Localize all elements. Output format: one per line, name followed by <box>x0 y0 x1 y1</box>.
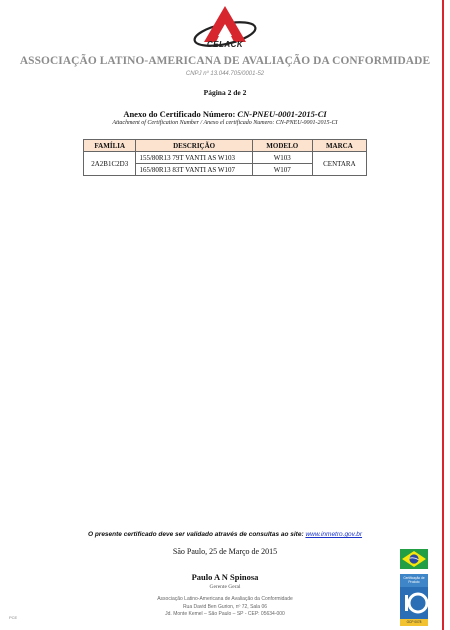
brand-name: CELACK <box>206 40 244 49</box>
badge-bottom-label: OCP 0078 <box>400 619 428 626</box>
inmetro-certification-badge <box>400 574 428 626</box>
header-familia: FAMÍLIA <box>84 140 136 152</box>
annex-title-prefix: Anexo do Certificado Número: <box>123 109 238 119</box>
annex-title <box>0 109 450 119</box>
badge-top-label: Certificação de Produto <box>400 574 428 587</box>
marca-cell: CENTARA <box>312 152 366 176</box>
table-header-row <box>84 140 367 152</box>
version-code: PCE <box>9 615 18 620</box>
table-row <box>84 152 367 164</box>
page-number: Página 2 de 2 <box>203 88 247 97</box>
brazil-flag-icon <box>400 549 428 569</box>
cnpj-number: CNPJ nº 13.044.705/0001-52 <box>185 71 265 77</box>
certificate-number: CN-PNEU-0001-2015-CI <box>237 109 327 119</box>
inmetro-link[interactable]: www.inmetro.gov.br <box>305 531 363 538</box>
address-line: Rua David Ben Gurion, nº 72, Sala 06 <box>182 603 268 610</box>
inmetro-symbol-icon <box>400 587 428 619</box>
address-block <box>0 596 450 619</box>
descricao-cell: 155/80R13 79T VANTI AS W103 <box>136 152 252 164</box>
signer-role: Gerente Geral <box>209 584 241 590</box>
familia-cell: 2A2B1C2D3 <box>84 152 136 176</box>
issue-date: São Paulo, 25 de Março de 2015 <box>172 547 278 556</box>
header-modelo: MODELO <box>252 140 312 152</box>
validation-text: O presente certificado deve ser validado através de consultas ao site: <box>87 531 306 538</box>
descricao-cell: 165/80R13 83T VANTI AS W107 <box>136 164 252 176</box>
address-line: Jd. Monte Kemel – São Paulo – SP - CEP: 05634-000 <box>165 611 285 617</box>
organization-name: ASSOCIAÇÃO LATINO-AMERICANA DE AVALIAÇÃO DA CONFORMIDADE <box>19 55 431 67</box>
product-table <box>83 139 367 176</box>
modelo-cell: W107 <box>252 164 312 176</box>
annex-subtitle: Attachment of Certification Number / Anexo el certificado Numero: CN-PNEU-0001-2015-CI <box>112 120 338 126</box>
modelo-cell: W103 <box>252 152 312 164</box>
address-line: Associação Latino-Americana de Avaliação da Conformidade <box>157 596 293 602</box>
signer-name: Paulo A N Spinosa <box>191 572 259 582</box>
header-descricao: DESCRIÇÃO <box>136 140 252 152</box>
validation-note <box>0 531 450 538</box>
header-marca: MARCA <box>312 140 366 152</box>
